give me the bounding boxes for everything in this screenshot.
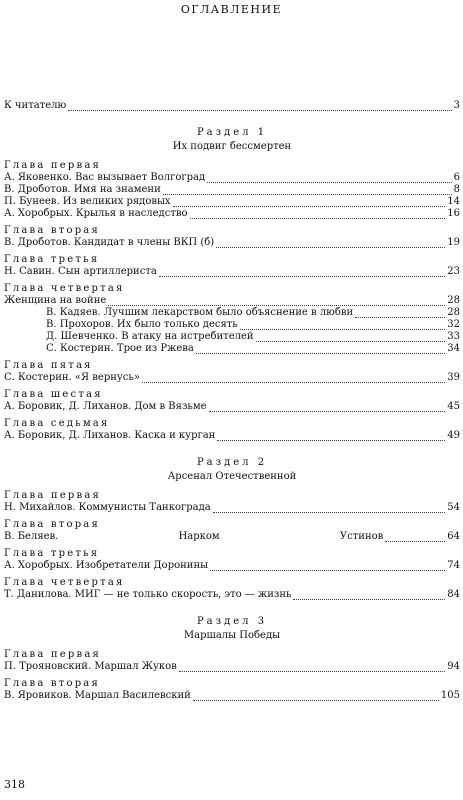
section-header — [4, 456, 460, 484]
leader-dots — [207, 174, 451, 183]
toc-entry-title-part: Нарком — [178, 531, 220, 542]
toc-entry[interactable] — [4, 208, 460, 220]
toc-entry-title: В. Беляев. — [4, 531, 59, 542]
page-title: ОГЛАВЛЕНИЕ — [180, 3, 283, 16]
leader-dots — [240, 321, 446, 330]
leader-dots — [216, 239, 445, 248]
table-of-contents — [4, 100, 460, 702]
leader-dots — [179, 663, 446, 672]
toc-entry-page: 23 — [447, 266, 460, 277]
leader-dots — [213, 504, 446, 513]
section-header — [4, 126, 460, 154]
toc-entry[interactable] — [4, 237, 460, 249]
chapter-heading: Глава третья — [4, 548, 100, 559]
toc-entry[interactable] — [4, 172, 460, 184]
toc-entry-page: 28 — [447, 295, 460, 306]
toc-entry-title: А. Боровик, Д. Лиханов. Дом в Вязьме — [4, 401, 207, 412]
toc-entry-title: В. Прохоров. Их было только десять — [46, 319, 238, 330]
chapter-heading: Глава вторая — [4, 225, 100, 236]
chapter-heading: Глава вторая — [4, 678, 100, 689]
chapter-heading: Глава четвертая — [4, 577, 125, 588]
toc-entry-page: 39 — [447, 372, 460, 383]
toc-entry[interactable] — [4, 430, 460, 442]
toc-entry-title: П. Трояновский. Маршал Жуков — [4, 661, 177, 672]
toc-entry-title: В. Яровиков. Маршал Василевский — [4, 690, 191, 701]
toc-entry-page: 54 — [447, 502, 460, 513]
leader-dots — [196, 345, 445, 354]
leader-dots — [217, 432, 445, 441]
chapter-heading: Глава первая — [4, 160, 101, 171]
toc-entry-title: А. Хоробрых. Изобретатели Доронины — [4, 560, 209, 571]
chapter-heading: Глава первая — [4, 490, 101, 501]
toc-entry-title: Д. Шевченко. В атаку на истребителей — [46, 331, 254, 342]
toc-entry[interactable] — [4, 589, 460, 601]
toc-entry[interactable] — [4, 401, 460, 413]
toc-entry[interactable] — [4, 502, 460, 514]
toc-entry[interactable] — [4, 184, 460, 196]
leader-dots — [108, 297, 445, 306]
chapter-heading: Глава четвертая — [4, 283, 125, 294]
toc-entry-page: 33 — [447, 331, 460, 342]
toc-entry-page: 32 — [447, 319, 460, 330]
toc-entry-title: А. Хоробрых. Крылья в наследство — [4, 208, 188, 219]
toc-entry-intro[interactable] — [4, 100, 460, 112]
toc-entry-title: Т. Данилова. МИГ — не только скорость, это — жизнь — [4, 589, 292, 600]
section-name: Их подвиг бессмертен — [172, 141, 292, 152]
chapter-heading: Глава первая — [4, 649, 101, 660]
toc-entry-page: 28 — [447, 307, 460, 318]
leader-dots — [190, 210, 446, 219]
section-name: Маршалы Победы — [183, 630, 281, 641]
toc-entry-page: 64 — [447, 531, 460, 542]
toc-entry-title: К читателю — [4, 100, 67, 111]
toc-entry[interactable] — [4, 196, 460, 208]
toc-entry-page: 84 — [447, 589, 460, 600]
toc-entry-page: 16 — [447, 208, 460, 219]
section-number: Раздел 3 — [196, 616, 268, 627]
leader-dots — [210, 562, 445, 571]
toc-entry[interactable] — [4, 307, 460, 319]
toc-entry-title: Женщина на войне — [4, 295, 107, 306]
toc-entry-page: 34 — [447, 343, 460, 354]
toc-entry-title: П. Бунеев. Из великих рядовых — [4, 196, 171, 207]
leader-dots — [385, 533, 445, 542]
toc-entry-page: 6 — [453, 172, 460, 183]
toc-entry-title: С. Костерин. «Я вернусь» — [4, 372, 140, 383]
toc-entry[interactable] — [4, 531, 460, 543]
chapter-heading: Глава третья — [4, 254, 100, 265]
toc-entry-title: С. Костерин. Трое из Ржева — [46, 343, 194, 354]
toc-entry-page: 3 — [453, 100, 460, 111]
chapter-heading: Глава седьмая — [4, 418, 110, 429]
leader-dots — [163, 186, 452, 195]
chapter-heading: Глава пятая — [4, 360, 93, 371]
toc-entry-title: Н. Михайлов. Коммунисты Танкограда — [4, 502, 211, 513]
section-number: Раздел 1 — [196, 127, 268, 138]
chapter-heading: Глава шестая — [4, 389, 103, 400]
leader-dots — [173, 198, 446, 207]
toc-entry-page: 14 — [447, 196, 460, 207]
toc-entry-title: В. Дроботов. Кандидат в члены ВКП (б) — [4, 237, 215, 248]
toc-entry[interactable] — [4, 343, 460, 355]
toc-entry-page: 8 — [453, 184, 460, 195]
section-name: Арсенал Отечественной — [167, 471, 297, 482]
leader-dots — [193, 692, 439, 701]
toc-entry-title: А. Яковенко. Вас вызывает Волгоград — [4, 172, 206, 183]
toc-entry-page: 105 — [440, 690, 460, 701]
toc-entry-page: 74 — [447, 560, 460, 571]
toc-entry-title: В. Кадяев. Лучшим лекарством было объяснение в любви — [46, 307, 354, 318]
toc-entry-title: А. Боровик, Д. Лиханов. Каска и курган — [4, 430, 216, 441]
toc-entry-title: Н. Савин. Сын артиллериста — [4, 266, 157, 277]
leader-dots — [142, 374, 445, 383]
leader-dots — [355, 309, 445, 318]
toc-entry[interactable] — [4, 690, 460, 702]
toc-entry-page: 49 — [447, 430, 460, 441]
toc-entry-page: 19 — [447, 237, 460, 248]
toc-entry[interactable] — [4, 319, 460, 331]
toc-entry-page: 45 — [447, 401, 460, 412]
toc-entry[interactable] — [4, 295, 460, 307]
toc-entry-title-part: Устинов — [339, 531, 384, 542]
toc-entry[interactable] — [4, 661, 460, 673]
leader-dots — [68, 102, 451, 111]
leader-dots — [293, 591, 445, 600]
toc-entry-title: В. Дроботов. Имя на знамени — [4, 184, 161, 195]
chapter-heading: Глава вторая — [4, 519, 100, 530]
page-number: 318 — [4, 778, 25, 791]
section-header — [4, 615, 460, 643]
toc-entry[interactable] — [4, 331, 460, 343]
leader-dots — [256, 333, 446, 342]
toc-entry[interactable] — [4, 266, 460, 278]
leader-dots — [209, 403, 446, 412]
toc-entry-page: 94 — [447, 661, 460, 672]
toc-entry[interactable] — [4, 560, 460, 572]
leader-dots — [159, 268, 445, 277]
toc-entry[interactable] — [4, 372, 460, 384]
section-number: Раздел 2 — [196, 457, 268, 468]
